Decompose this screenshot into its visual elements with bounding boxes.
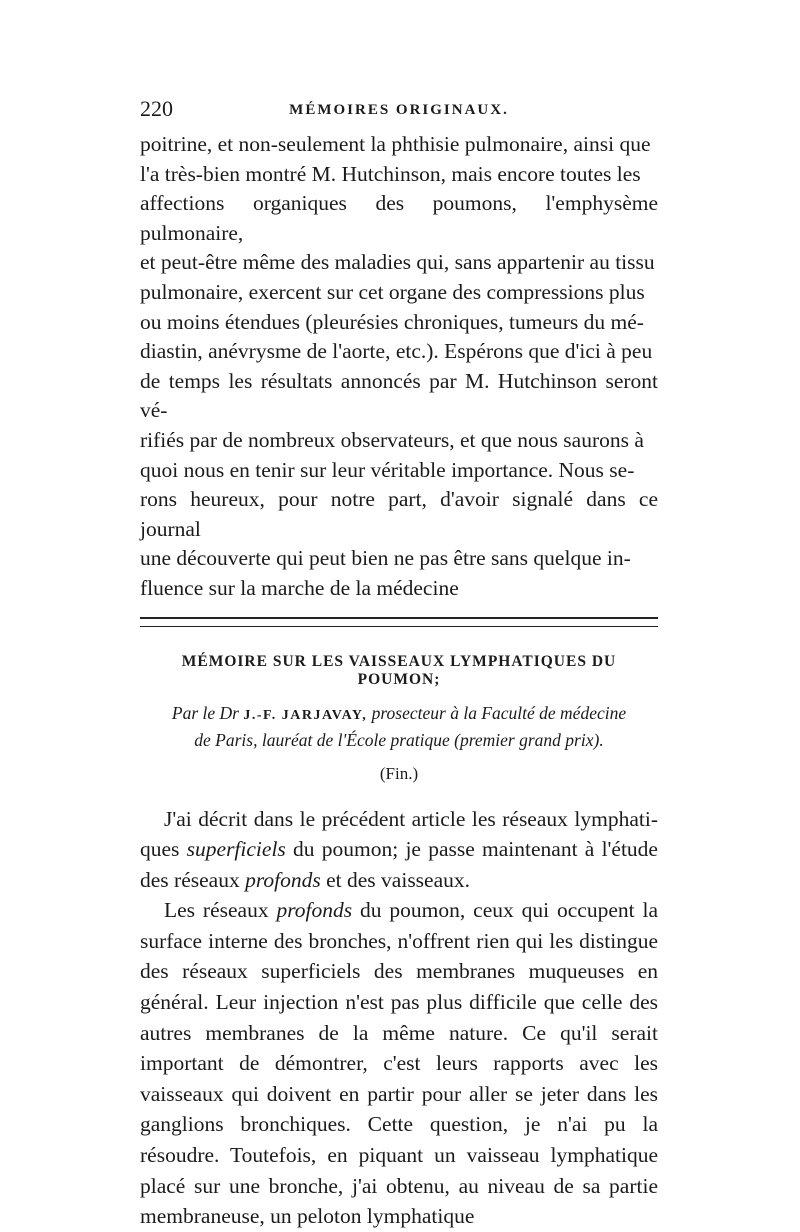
running-title: MÉMOIRES ORIGINAUX. [289,102,509,118]
byline-prefix: Par le Dr [171,702,239,723]
text-line: affections organiques des poumons, l'emphysème pulmonaire, [140,191,658,245]
italic-term: profonds [276,898,353,923]
body-paragraph-1: J'ai décrit dans le précédent article les réseaux lymphati-ques superficiels du poumon; je passe maintenant à l'étude des réseaux profonds et des vaisseaux. [140,806,658,892]
text-line: ou moins étendues (pleurésies chroniques, tumeurs du mé- [140,309,644,334]
byline-line-2: de Paris, lauréat de l'École pratique (premier grand prix). [194,729,604,750]
italic-term: superficiels [186,837,286,862]
section-separator-rule [140,617,658,627]
preceding-paragraph [140,130,658,604]
article-body [140,804,658,1232]
italic-term: profonds [245,867,321,892]
byline [140,701,658,752]
byline-affiliation: prosecteur à la Faculté de médecine [367,702,627,723]
text-line: diastin, anévrysme de l'aorte, etc.). Espérons que d'ici à peu [140,339,653,364]
text-line: pulmonaire, exercent sur cet organe des compressions plus [140,279,645,304]
text-line: rifiés par de nombreux observateurs, et que nous saurons à [140,427,644,452]
page-number: 220 [140,96,173,121]
text-line: quoi nous en tenir sur leur véritable importance. Nous se- [140,457,635,482]
byline-line-1 [140,701,658,728]
article-title: MÉMOIRE SUR LES VAISSEAUX LYMPHATIQUES DU POUMON; [181,652,617,688]
author-name: J.-F. JARJAVAY, [243,707,368,723]
running-head [140,96,658,130]
body-paragraph-2: Les réseaux profonds du poumon, ceux qui occupent la surface interne des bronches, n'offrent rien qui les distingue des réseaux superficiels des membranes muqueuses en général. Leur injection n'est pas plus difficile que celle des autres membranes de la même nature. Ce qu'il serait important de démontrer, c'est leurs rapports avec les vaisseaux qui doivent en partir pour aller se jeter dans les ganglions bronchiques. Cette question, je n'ai pu la résoudre. Toutefois, en piquant un vaisseau lymphatique placé sur une bronche, j'ai obtenu, au niveau de sa partie membraneuse, un peloton lymphatique [140,898,659,1229]
text-line: et peut-être même des maladies qui, sans appartenir au tissu [140,250,655,275]
text-line: fluence sur la marche de la médecine [140,575,459,600]
text-line: poitrine, et non-seulement la phthisie pulmonaire, ainsi que [140,132,651,156]
text-line: rons heureux, pour notre part, d'avoir signalé dans ce journal [140,487,658,541]
continuation-marker: (Fin.) [379,763,419,783]
text-line: l'a très-bien montré M. Hutchinson, mais encore toutes les [140,161,641,186]
text-line: de temps les résultats annoncés par M. Hutchinson seront vé- [140,368,658,423]
book-page [140,96,658,1232]
text-line: une découverte qui peut bien ne pas être sans quelque in- [140,546,631,571]
